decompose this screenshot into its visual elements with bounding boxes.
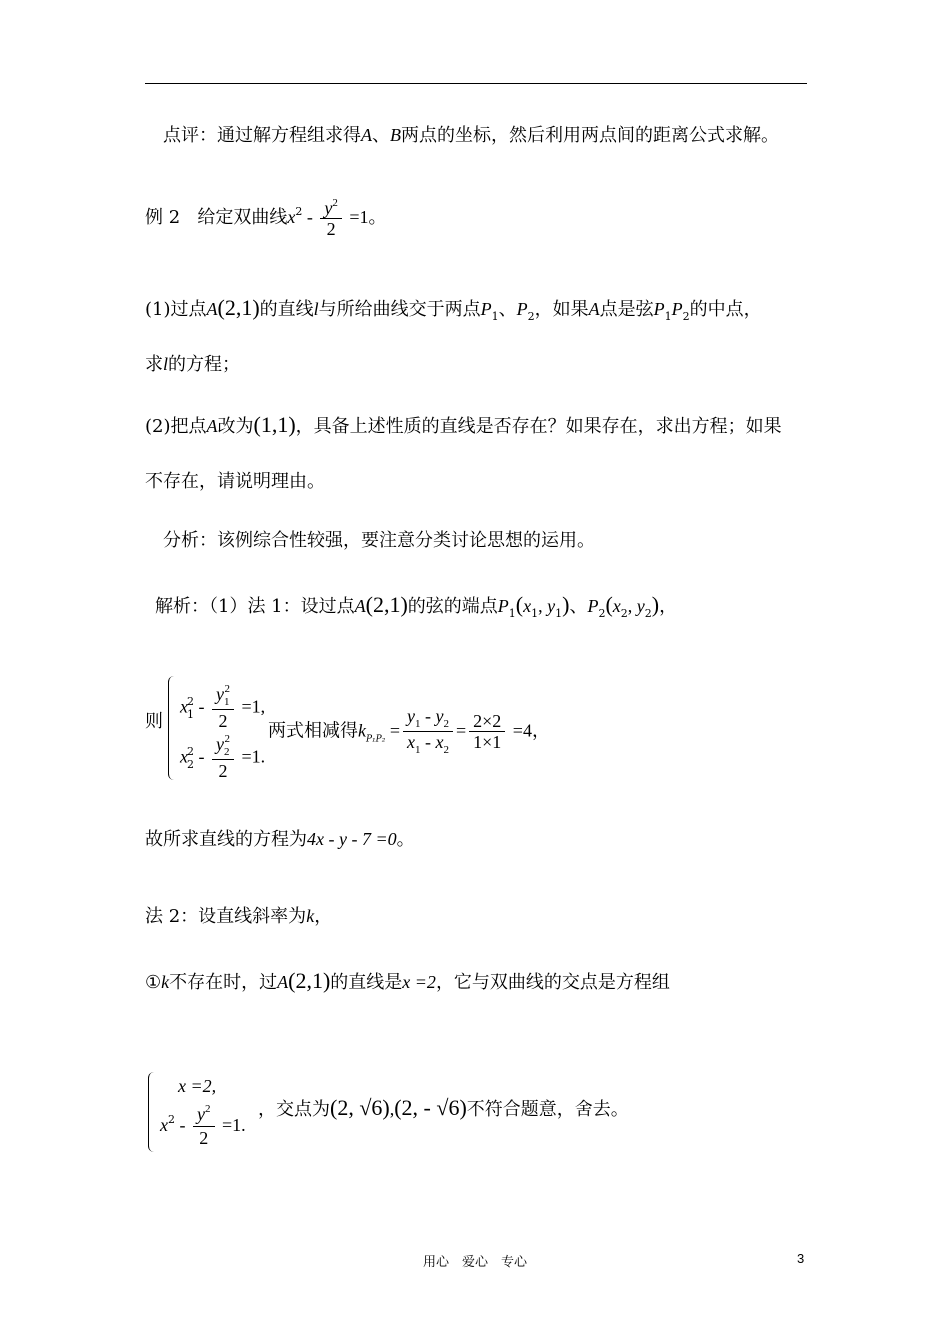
system2-row1: x =2, xyxy=(178,1076,217,1096)
part1-line2: 求l的方程； xyxy=(145,354,241,375)
hyperbola-fraction: $\frac{y^2}{2}$ xyxy=(320,197,342,239)
system2-brace-group xyxy=(148,1072,258,1152)
header-rule xyxy=(145,83,807,84)
example-heading: 例 2 给定双曲线$x^2$ - $\frac{y^2}{2}$ =1。 xyxy=(145,197,387,239)
system2-result: ，交点为(2, √6),(2, - √6)不符合题意，舍去。 xyxy=(258,1095,629,1120)
comment-paragraph: 点评：通过解方程组求得A、B两点的坐标，然后利用两点间的距离公式求解。 xyxy=(163,125,779,146)
system1-derivation: 两式相减得$k_{P_1P_2}$ = $\frac{y_1 - y_2}{x_1 - x_2}$ = $\frac{2\times 2}{1\times 1}$ =4， xyxy=(268,706,550,756)
system1-row2: $x^2_2$ - $\frac{y_2^2}{2}$ =1. xyxy=(180,733,266,781)
part2-line2: 不存在，请说明理由。 xyxy=(145,471,325,492)
solution-line: 解析：（1）法 1：设过点A(2,1)的弦的端点$P_1(x_1$, $y_1$)、$P_2(x_2$, $y_2$)， xyxy=(155,592,678,620)
system1-then: 则 xyxy=(145,711,163,732)
page-footer: 用心 爱心 专心 xyxy=(422,1255,527,1270)
example-label: 例 2 xyxy=(145,207,181,228)
method2-line: 法 2：设直线斜率为k， xyxy=(145,906,333,927)
system1-row1: $x^2_1$ - $\frac{y_1^2}{2}$ =1, xyxy=(180,683,266,731)
part1-line1: (1)过点A(2,1)的直线l与所给曲线交于两点$P_1$、$P_2$，如果A点是弦$P_1P_2$的中点， xyxy=(145,295,762,323)
conclusion-line: 故所求直线的方程为4x - y - 7 =0。 xyxy=(145,829,415,850)
system1-brace-group xyxy=(168,676,268,780)
left-brace xyxy=(148,1072,155,1152)
system2-row2: $x^2$ - $\frac{y^2}{2}$ =1. xyxy=(160,1103,246,1148)
page-number: 3 xyxy=(797,1251,805,1266)
case1-line: ①k不存在时，过A(2,1)的直线是x =2，它与双曲线的交点是方程组 xyxy=(145,968,670,993)
analysis-paragraph: 分析：该例综合性较强，要注意分类讨论思想的运用。 xyxy=(163,530,595,551)
left-brace xyxy=(168,676,175,780)
part2-line1: (2)把点A改为(1,1)，具备上述性质的直线是否存在？如果存在，求出方程；如果 xyxy=(145,412,782,437)
